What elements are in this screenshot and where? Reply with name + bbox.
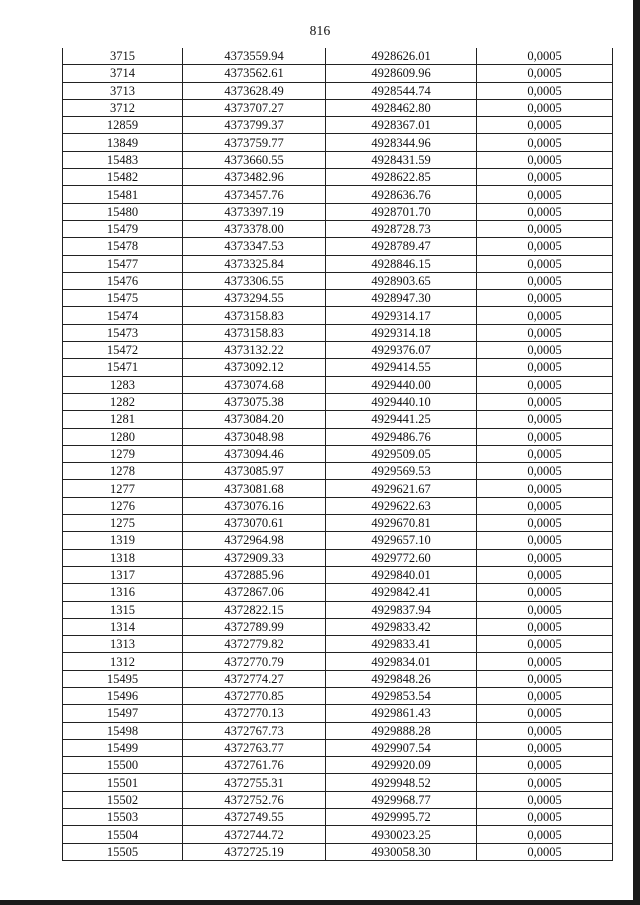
x-coordinate-cell: 4373378.00 bbox=[183, 220, 326, 237]
y-coordinate-cell: 4928789.47 bbox=[326, 238, 477, 255]
x-coordinate-cell: 4373076.16 bbox=[183, 497, 326, 514]
tolerance-cell: 0,0005 bbox=[477, 411, 613, 428]
y-coordinate-cell: 4928947.30 bbox=[326, 290, 477, 307]
tolerance-cell: 0,0005 bbox=[477, 618, 613, 635]
y-coordinate-cell: 4928544.74 bbox=[326, 82, 477, 99]
table-row bbox=[63, 601, 613, 618]
x-coordinate-cell: 4373070.61 bbox=[183, 515, 326, 532]
x-coordinate-cell: 4372725.19 bbox=[183, 843, 326, 860]
table-row bbox=[63, 549, 613, 566]
table-row bbox=[63, 532, 613, 549]
x-coordinate-cell: 4372867.06 bbox=[183, 584, 326, 601]
table-row bbox=[63, 290, 613, 307]
y-coordinate-cell: 4929995.72 bbox=[326, 809, 477, 826]
point-number-cell: 15473 bbox=[63, 324, 183, 341]
point-number-cell: 3715 bbox=[63, 48, 183, 65]
y-coordinate-cell: 4928728.73 bbox=[326, 220, 477, 237]
point-number-cell: 1278 bbox=[63, 463, 183, 480]
tolerance-cell: 0,0005 bbox=[477, 549, 613, 566]
y-coordinate-cell: 4928622.85 bbox=[326, 169, 477, 186]
x-coordinate-cell: 4373562.61 bbox=[183, 65, 326, 82]
point-number-cell: 15483 bbox=[63, 151, 183, 168]
tolerance-cell: 0,0005 bbox=[477, 722, 613, 739]
point-number-cell: 15497 bbox=[63, 705, 183, 722]
tolerance-cell: 0,0005 bbox=[477, 739, 613, 756]
table-row bbox=[63, 566, 613, 583]
y-coordinate-cell: 4929657.10 bbox=[326, 532, 477, 549]
tolerance-cell: 0,0005 bbox=[477, 255, 613, 272]
point-number-cell: 1317 bbox=[63, 566, 183, 583]
tolerance-cell: 0,0005 bbox=[477, 809, 613, 826]
point-number-cell: 15499 bbox=[63, 739, 183, 756]
y-coordinate-cell: 4929907.54 bbox=[326, 739, 477, 756]
x-coordinate-cell: 4373759.77 bbox=[183, 134, 326, 151]
table-row bbox=[63, 809, 613, 826]
tolerance-cell: 0,0005 bbox=[477, 445, 613, 462]
y-coordinate-cell: 4929848.26 bbox=[326, 670, 477, 687]
tolerance-cell: 0,0005 bbox=[477, 653, 613, 670]
x-coordinate-cell: 4372767.73 bbox=[183, 722, 326, 739]
table-row bbox=[63, 342, 613, 359]
table-row bbox=[63, 774, 613, 791]
tolerance-cell: 0,0005 bbox=[477, 670, 613, 687]
point-number-cell: 1282 bbox=[63, 393, 183, 410]
point-number-cell: 15505 bbox=[63, 843, 183, 860]
table-row bbox=[63, 186, 613, 203]
y-coordinate-cell: 4929840.01 bbox=[326, 566, 477, 583]
tolerance-cell: 0,0005 bbox=[477, 687, 613, 704]
table-row bbox=[63, 653, 613, 670]
x-coordinate-cell: 4372770.13 bbox=[183, 705, 326, 722]
point-number-cell: 1318 bbox=[63, 549, 183, 566]
x-coordinate-cell: 4372761.76 bbox=[183, 757, 326, 774]
tolerance-cell: 0,0005 bbox=[477, 376, 613, 393]
tolerance-cell: 0,0005 bbox=[477, 220, 613, 237]
y-coordinate-cell: 4929920.09 bbox=[326, 757, 477, 774]
y-coordinate-cell: 4929486.76 bbox=[326, 428, 477, 445]
point-number-cell: 1312 bbox=[63, 653, 183, 670]
point-number-cell: 15474 bbox=[63, 307, 183, 324]
point-number-cell: 15477 bbox=[63, 255, 183, 272]
y-coordinate-cell: 4929509.05 bbox=[326, 445, 477, 462]
tolerance-cell: 0,0005 bbox=[477, 843, 613, 860]
x-coordinate-cell: 4372755.31 bbox=[183, 774, 326, 791]
tolerance-cell: 0,0005 bbox=[477, 48, 613, 65]
x-coordinate-cell: 4373397.19 bbox=[183, 203, 326, 220]
y-coordinate-cell: 4929622.63 bbox=[326, 497, 477, 514]
point-number-cell: 15501 bbox=[63, 774, 183, 791]
y-coordinate-cell: 4929376.07 bbox=[326, 342, 477, 359]
tolerance-cell: 0,0005 bbox=[477, 636, 613, 653]
x-coordinate-cell: 4373457.76 bbox=[183, 186, 326, 203]
y-coordinate-cell: 4929440.10 bbox=[326, 393, 477, 410]
y-coordinate-cell: 4929861.43 bbox=[326, 705, 477, 722]
x-coordinate-cell: 4372885.96 bbox=[183, 566, 326, 583]
table-row bbox=[63, 393, 613, 410]
point-number-cell: 1319 bbox=[63, 532, 183, 549]
tolerance-cell: 0,0005 bbox=[477, 497, 613, 514]
table-row bbox=[63, 359, 613, 376]
tolerance-cell: 0,0005 bbox=[477, 705, 613, 722]
point-number-cell: 15482 bbox=[63, 169, 183, 186]
y-coordinate-cell: 4928846.15 bbox=[326, 255, 477, 272]
y-coordinate-cell: 4928701.70 bbox=[326, 203, 477, 220]
y-coordinate-cell: 4929314.17 bbox=[326, 307, 477, 324]
tolerance-cell: 0,0005 bbox=[477, 99, 613, 116]
y-coordinate-cell: 4928626.01 bbox=[326, 48, 477, 65]
tolerance-cell: 0,0005 bbox=[477, 134, 613, 151]
y-coordinate-cell: 4928462.80 bbox=[326, 99, 477, 116]
y-coordinate-cell: 4929314.18 bbox=[326, 324, 477, 341]
tolerance-cell: 0,0005 bbox=[477, 463, 613, 480]
table-row bbox=[63, 687, 613, 704]
y-coordinate-cell: 4928903.65 bbox=[326, 272, 477, 289]
table-row bbox=[63, 757, 613, 774]
tolerance-cell: 0,0005 bbox=[477, 82, 613, 99]
point-number-cell: 1280 bbox=[63, 428, 183, 445]
point-number-cell: 1277 bbox=[63, 480, 183, 497]
x-coordinate-cell: 4372779.82 bbox=[183, 636, 326, 653]
table-row bbox=[63, 238, 613, 255]
scan-right-edge bbox=[633, 0, 640, 905]
y-coordinate-cell: 4929948.52 bbox=[326, 774, 477, 791]
point-number-cell: 1276 bbox=[63, 497, 183, 514]
y-coordinate-cell: 4929837.94 bbox=[326, 601, 477, 618]
tolerance-cell: 0,0005 bbox=[477, 65, 613, 82]
table-body bbox=[63, 48, 613, 860]
point-number-cell: 15475 bbox=[63, 290, 183, 307]
tolerance-cell: 0,0005 bbox=[477, 428, 613, 445]
x-coordinate-cell: 4373347.53 bbox=[183, 238, 326, 255]
table-row bbox=[63, 791, 613, 808]
table-row bbox=[63, 203, 613, 220]
point-number-cell: 15476 bbox=[63, 272, 183, 289]
point-number-cell: 1281 bbox=[63, 411, 183, 428]
table-row bbox=[63, 82, 613, 99]
point-number-cell: 15480 bbox=[63, 203, 183, 220]
y-coordinate-cell: 4929853.54 bbox=[326, 687, 477, 704]
point-number-cell: 15472 bbox=[63, 342, 183, 359]
tolerance-cell: 0,0005 bbox=[477, 169, 613, 186]
tolerance-cell: 0,0005 bbox=[477, 515, 613, 532]
x-coordinate-cell: 4372744.72 bbox=[183, 826, 326, 843]
point-number-cell: 15471 bbox=[63, 359, 183, 376]
x-coordinate-cell: 4373132.22 bbox=[183, 342, 326, 359]
table-row bbox=[63, 722, 613, 739]
tolerance-cell: 0,0005 bbox=[477, 757, 613, 774]
x-coordinate-cell: 4372822.15 bbox=[183, 601, 326, 618]
x-coordinate-cell: 4372770.85 bbox=[183, 687, 326, 704]
coordinates-table bbox=[62, 48, 613, 861]
table-row bbox=[63, 843, 613, 860]
x-coordinate-cell: 4372770.79 bbox=[183, 653, 326, 670]
x-coordinate-cell: 4372789.99 bbox=[183, 618, 326, 635]
tolerance-cell: 0,0005 bbox=[477, 791, 613, 808]
table-row bbox=[63, 272, 613, 289]
tolerance-cell: 0,0005 bbox=[477, 272, 613, 289]
y-coordinate-cell: 4929833.41 bbox=[326, 636, 477, 653]
point-number-cell: 15502 bbox=[63, 791, 183, 808]
table-row bbox=[63, 151, 613, 168]
table-row bbox=[63, 376, 613, 393]
tolerance-cell: 0,0005 bbox=[477, 203, 613, 220]
tolerance-cell: 0,0005 bbox=[477, 342, 613, 359]
table-row bbox=[63, 584, 613, 601]
x-coordinate-cell: 4373325.84 bbox=[183, 255, 326, 272]
table-row bbox=[63, 134, 613, 151]
table-row bbox=[63, 497, 613, 514]
tolerance-cell: 0,0005 bbox=[477, 117, 613, 134]
table-row bbox=[63, 411, 613, 428]
point-number-cell: 13849 bbox=[63, 134, 183, 151]
x-coordinate-cell: 4373559.94 bbox=[183, 48, 326, 65]
table-row bbox=[63, 220, 613, 237]
x-coordinate-cell: 4373294.55 bbox=[183, 290, 326, 307]
x-coordinate-cell: 4373085.97 bbox=[183, 463, 326, 480]
y-coordinate-cell: 4929968.77 bbox=[326, 791, 477, 808]
x-coordinate-cell: 4373081.68 bbox=[183, 480, 326, 497]
page-number: 816 bbox=[309, 23, 331, 38]
table-row bbox=[63, 705, 613, 722]
x-coordinate-cell: 4372964.98 bbox=[183, 532, 326, 549]
point-number-cell: 1313 bbox=[63, 636, 183, 653]
table-row bbox=[63, 99, 613, 116]
x-coordinate-cell: 4373707.27 bbox=[183, 99, 326, 116]
y-coordinate-cell: 4929833.42 bbox=[326, 618, 477, 635]
table-row bbox=[63, 445, 613, 462]
point-number-cell: 15500 bbox=[63, 757, 183, 774]
point-number-cell: 1283 bbox=[63, 376, 183, 393]
point-number-cell: 1316 bbox=[63, 584, 183, 601]
x-coordinate-cell: 4373084.20 bbox=[183, 411, 326, 428]
tolerance-cell: 0,0005 bbox=[477, 151, 613, 168]
point-number-cell: 15496 bbox=[63, 687, 183, 704]
y-coordinate-cell: 4930058.30 bbox=[326, 843, 477, 860]
point-number-cell: 15495 bbox=[63, 670, 183, 687]
y-coordinate-cell: 4929670.81 bbox=[326, 515, 477, 532]
tolerance-cell: 0,0005 bbox=[477, 307, 613, 324]
x-coordinate-cell: 4372749.55 bbox=[183, 809, 326, 826]
tolerance-cell: 0,0005 bbox=[477, 774, 613, 791]
y-coordinate-cell: 4929888.28 bbox=[326, 722, 477, 739]
y-coordinate-cell: 4929621.67 bbox=[326, 480, 477, 497]
table-row bbox=[63, 618, 613, 635]
scan-bottom-edge bbox=[0, 900, 640, 905]
x-coordinate-cell: 4372909.33 bbox=[183, 549, 326, 566]
point-number-cell: 15481 bbox=[63, 186, 183, 203]
table-row bbox=[63, 48, 613, 65]
point-number-cell: 15504 bbox=[63, 826, 183, 843]
tolerance-cell: 0,0005 bbox=[477, 238, 613, 255]
x-coordinate-cell: 4373660.55 bbox=[183, 151, 326, 168]
coordinates-table-container bbox=[62, 48, 608, 861]
x-coordinate-cell: 4373628.49 bbox=[183, 82, 326, 99]
x-coordinate-cell: 4373482.96 bbox=[183, 169, 326, 186]
table-row bbox=[63, 324, 613, 341]
x-coordinate-cell: 4373158.83 bbox=[183, 307, 326, 324]
y-coordinate-cell: 4929842.41 bbox=[326, 584, 477, 601]
x-coordinate-cell: 4373158.83 bbox=[183, 324, 326, 341]
x-coordinate-cell: 4373094.46 bbox=[183, 445, 326, 462]
x-coordinate-cell: 4373799.37 bbox=[183, 117, 326, 134]
point-number-cell: 15478 bbox=[63, 238, 183, 255]
y-coordinate-cell: 4929834.01 bbox=[326, 653, 477, 670]
table-row bbox=[63, 515, 613, 532]
point-number-cell: 1279 bbox=[63, 445, 183, 462]
tolerance-cell: 0,0005 bbox=[477, 826, 613, 843]
table-row bbox=[63, 636, 613, 653]
point-number-cell: 1275 bbox=[63, 515, 183, 532]
table-row bbox=[63, 739, 613, 756]
x-coordinate-cell: 4373048.98 bbox=[183, 428, 326, 445]
tolerance-cell: 0,0005 bbox=[477, 566, 613, 583]
table-row bbox=[63, 428, 613, 445]
point-number-cell: 1315 bbox=[63, 601, 183, 618]
tolerance-cell: 0,0005 bbox=[477, 290, 613, 307]
y-coordinate-cell: 4928344.96 bbox=[326, 134, 477, 151]
point-number-cell: 3712 bbox=[63, 99, 183, 116]
tolerance-cell: 0,0005 bbox=[477, 584, 613, 601]
tolerance-cell: 0,0005 bbox=[477, 532, 613, 549]
y-coordinate-cell: 4929440.00 bbox=[326, 376, 477, 393]
x-coordinate-cell: 4373075.38 bbox=[183, 393, 326, 410]
table-row bbox=[63, 480, 613, 497]
y-coordinate-cell: 4929441.25 bbox=[326, 411, 477, 428]
y-coordinate-cell: 4928609.96 bbox=[326, 65, 477, 82]
table-row bbox=[63, 255, 613, 272]
y-coordinate-cell: 4929414.55 bbox=[326, 359, 477, 376]
point-number-cell: 12859 bbox=[63, 117, 183, 134]
x-coordinate-cell: 4372752.76 bbox=[183, 791, 326, 808]
y-coordinate-cell: 4929569.53 bbox=[326, 463, 477, 480]
x-coordinate-cell: 4372774.27 bbox=[183, 670, 326, 687]
y-coordinate-cell: 4929772.60 bbox=[326, 549, 477, 566]
x-coordinate-cell: 4373074.68 bbox=[183, 376, 326, 393]
y-coordinate-cell: 4928431.59 bbox=[326, 151, 477, 168]
x-coordinate-cell: 4373092.12 bbox=[183, 359, 326, 376]
point-number-cell: 15479 bbox=[63, 220, 183, 237]
tolerance-cell: 0,0005 bbox=[477, 480, 613, 497]
y-coordinate-cell: 4930023.25 bbox=[326, 826, 477, 843]
point-number-cell: 3714 bbox=[63, 65, 183, 82]
tolerance-cell: 0,0005 bbox=[477, 359, 613, 376]
tolerance-cell: 0,0005 bbox=[477, 601, 613, 618]
y-coordinate-cell: 4928367.01 bbox=[326, 117, 477, 134]
table-row bbox=[63, 826, 613, 843]
point-number-cell: 15503 bbox=[63, 809, 183, 826]
table-row bbox=[63, 670, 613, 687]
table-row bbox=[63, 169, 613, 186]
y-coordinate-cell: 4928636.76 bbox=[326, 186, 477, 203]
tolerance-cell: 0,0005 bbox=[477, 324, 613, 341]
x-coordinate-cell: 4373306.55 bbox=[183, 272, 326, 289]
tolerance-cell: 0,0005 bbox=[477, 186, 613, 203]
table-row bbox=[63, 307, 613, 324]
table-row bbox=[63, 463, 613, 480]
x-coordinate-cell: 4372763.77 bbox=[183, 739, 326, 756]
point-number-cell: 3713 bbox=[63, 82, 183, 99]
table-row bbox=[63, 65, 613, 82]
point-number-cell: 1314 bbox=[63, 618, 183, 635]
point-number-cell: 15498 bbox=[63, 722, 183, 739]
tolerance-cell: 0,0005 bbox=[477, 393, 613, 410]
table-row bbox=[63, 117, 613, 134]
